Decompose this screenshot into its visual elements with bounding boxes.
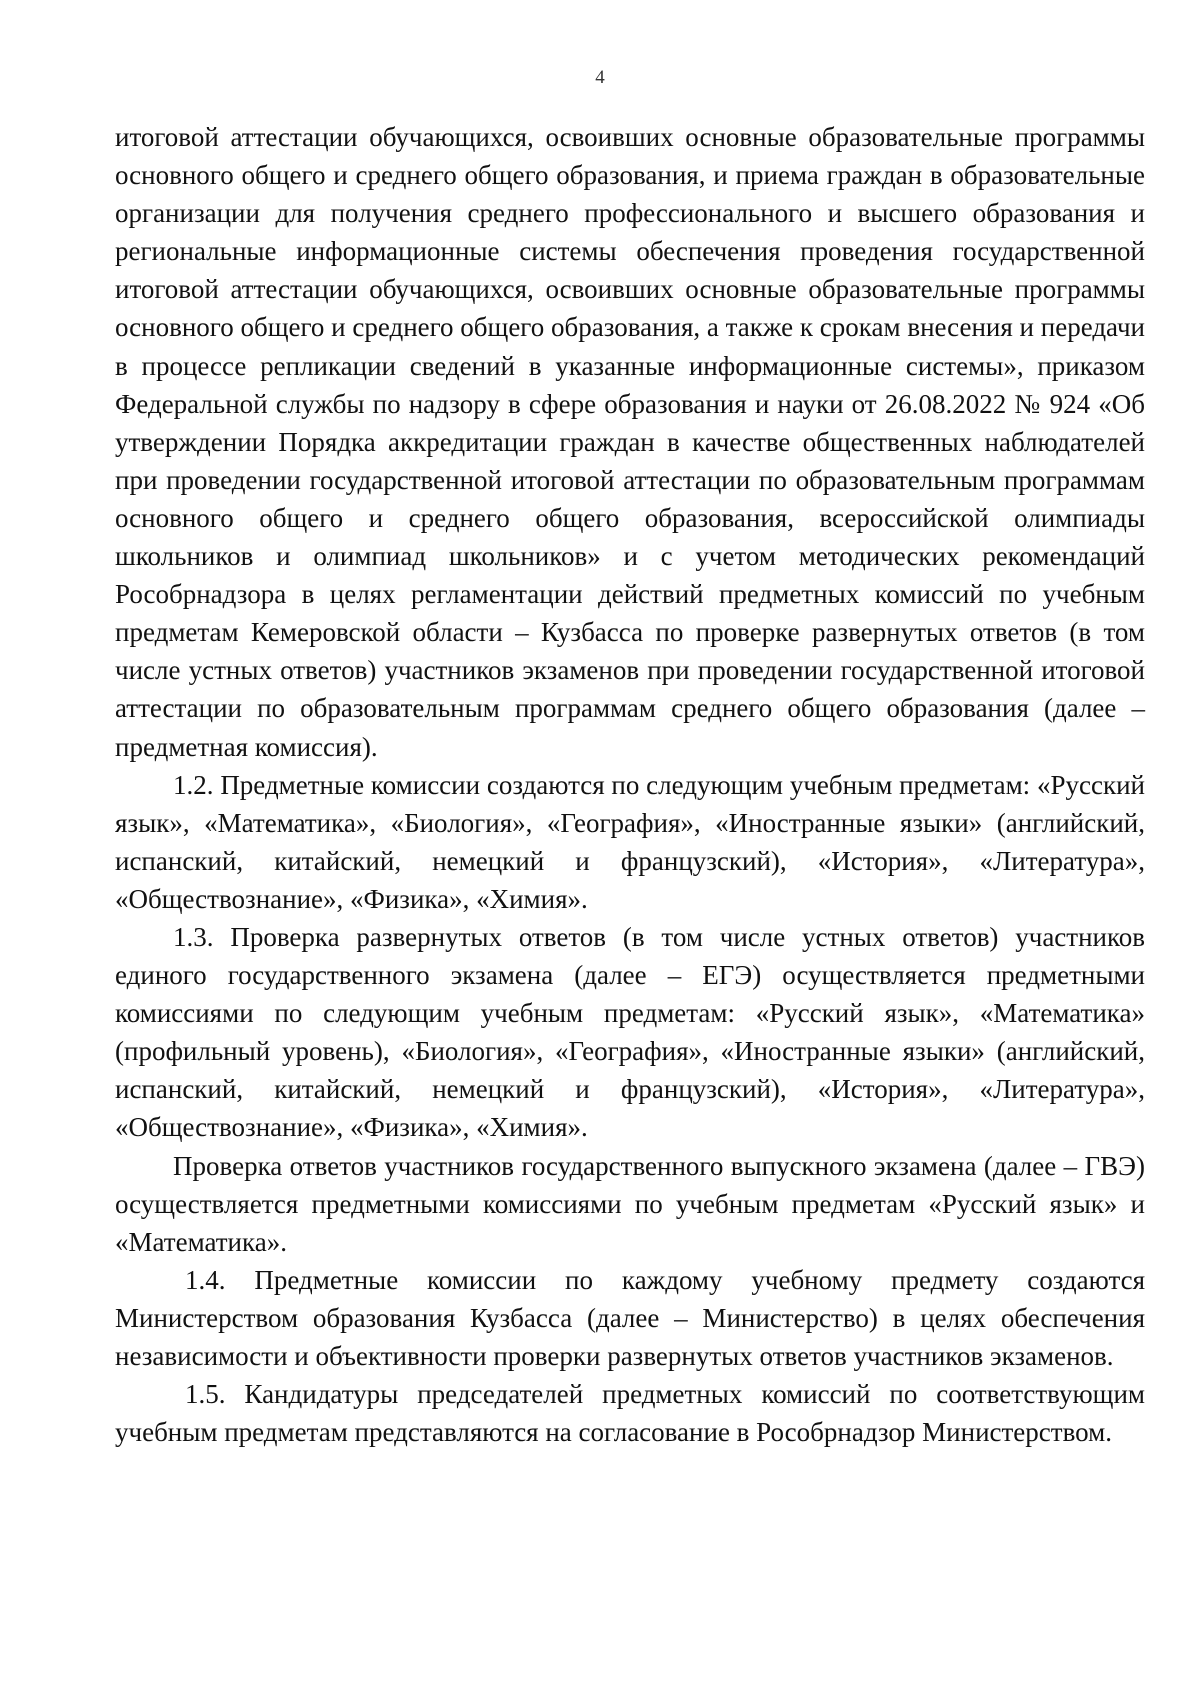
- paragraph-1-5: 1.5. Кандидатуры председателей предметных комиссий по соответствующим учебным предметам представляются на согласование в Рособрнадзор Министерством.: [115, 1379, 1145, 1448]
- paragraph-1-4: 1.4. Предметные комиссии по каждому учебному предмету создаются Министерством образования Кузбасса (далее – Министерство) в целях обеспечения независимости и объективности проверки развернутых ответов участников экзаменов.: [115, 1264, 1145, 1371]
- paragraph-1-3: 1.3. Проверка развернутых ответов (в том числе устных ответов) участников единого государственного экзамена (далее – ЕГЭ) осуществляется предметными комиссиями по следующим учебным предметам: «Русский язык», «Математика» (профильный уровень), «Биология», «География», «Иностранные языки» (английский, испанский, китайский, немецкий и французский), «История», «Литература», «Обществознание», «Физика», «Химия».: [115, 921, 1145, 1143]
- paragraph-gve: Проверка ответов участников государственного выпускного экзамена (далее – ГВЭ) осуществляется предметными комиссиями по учебным предметам «Русский язык» и «Математика».: [115, 1150, 1145, 1257]
- document-body: [115, 118, 1145, 1451]
- page-number: 4: [595, 67, 605, 88]
- paragraph-continuation: итоговой аттестации обучающихся, освоивших основные образовательные программы основного общего и среднего общего образования, и приема граждан в образовательные организации для получения среднего профессионального и высшего образования и региональные информационные системы обеспечения проведения государственной итоговой аттестации обучающихся, освоивших основные образовательные программы основного общего и среднего общего образования, а также к срокам внесения и передачи в процессе репликации сведений в указанные информационные системы», приказом Федеральной службы по надзору в сфере образования и науки от 26.08.2022 № 924 «Об утверждении Порядка аккредитации граждан в качестве общественных наблюдателей при проведении государственной итоговой аттестации по образовательным программам основного общего и среднего общего образования, всероссийской олимпиады школьников и олимпиад школьников» и с учетом методических рекомендаций Рособрнадзора в целях регламентации действий предметных комиссий по учебным предметам Кемеровской области – Кузбасса по проверке развернутых ответов (в том числе устных ответов) участников экзаменов при проведении государственной итоговой аттестации по образовательным программам среднего общего образования (далее – предметная комиссия).: [115, 122, 1145, 762]
- paragraph-1-2: 1.2. Предметные комиссии создаются по следующим учебным предметам: «Русский язык», «Математика», «Биология», «География», «Иностранные языки» (английский, испанский, китайский, немецкий и французский), «История», «Литература», «Обществознание», «Физика», «Химия».: [115, 769, 1145, 914]
